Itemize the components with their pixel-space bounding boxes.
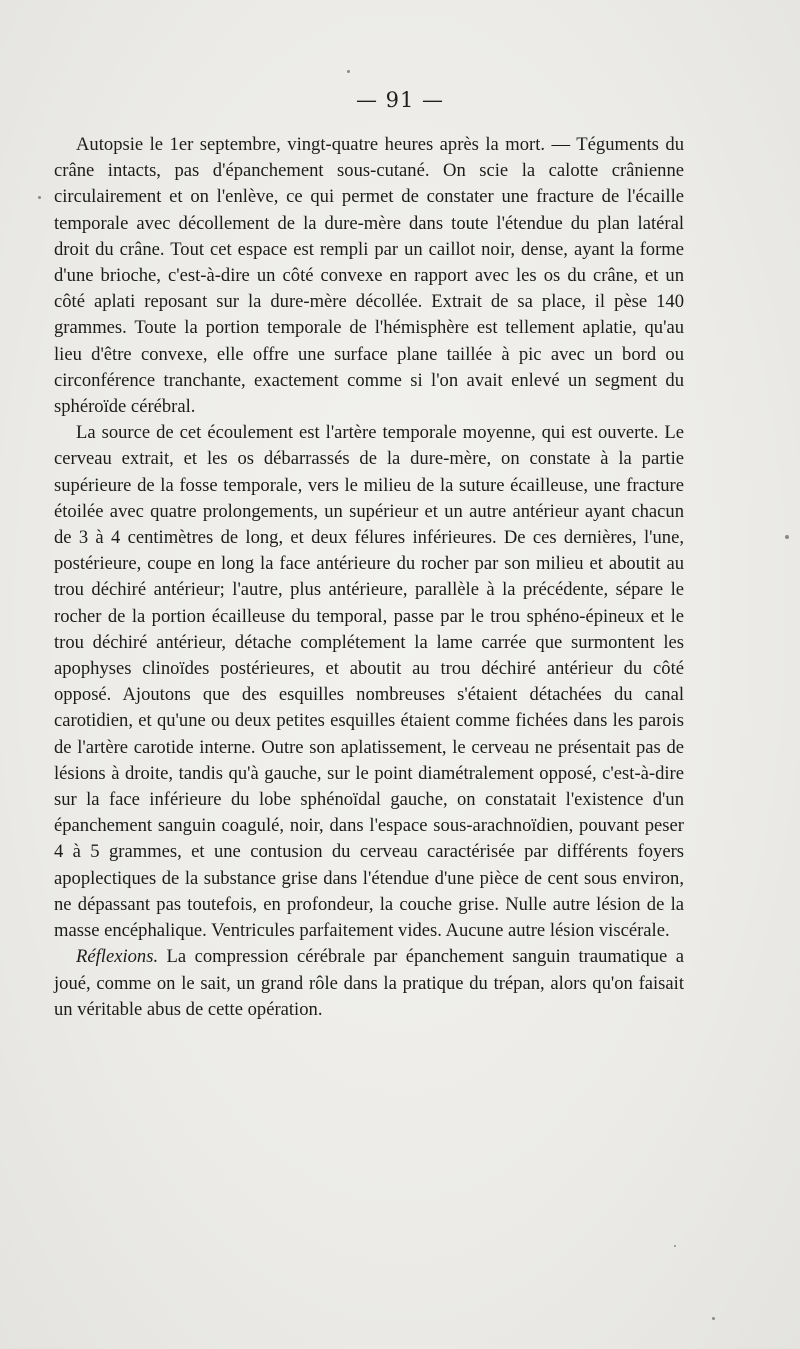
paragraph-autopsy: Autopsie le 1er septembre, vingt-quatre heures après la mort. — Téguments du crâne intacts, pas d'épanchement sous-cutané. On scie la calotte crânienne circulairement et on l'enlève, ce qui permet de constater une fracture de l'écaille temporale avec décollement de la dure-mère dans toute l'étendue du plan latéral droit du crâne. Tout cet espace est rempli par un caillot noir, dense, ayant la forme d'une brioche, c'est-à-dire un côté convexe en rapport avec les os du crâne, et un côté aplati reposant sur la dure-mère décollée. Extrait de sa place, il pèse 140 grammes. Toute la portion temporale de l'hémisphère est tellement aplatie, qu'au lieu d'être convexe, elle offre une surface plane taillée à pic avec un bord ou circonférence tranchante, exactement comme si l'on avait enlevé un segment du sphéroïde cérébral. — [54, 134, 684, 418]
paper-speck — [347, 70, 350, 73]
paragraph-source: La source de cet écoulement est l'artère temporale moyenne, qui est ouverte. Le cerveau extrait, et les os débarrassés de la dure-mère, on constate à la partie supérieure de la fosse temporale, vers le milieu de la suture écailleuse, une fracture étoilée avec quatre prolongements, un supérieur et un autre antérieur ayant chacun de 3 à 4 centimètres de long, et deux félures inférieures. De ces dernières, l'une, postérieure, coupe en long la face antérieure du rocher par son milieu et aboutit au trou déchiré antérieur; l'autre, plus antérieure, parallèle à la précédente, sépare le rocher de la portion écailleuse du temporal, passe par le trou sphéno-épineux et le trou déchiré antérieur, détache complétement la lame carrée que surmontent les apophyses clinoïdes postérieures, et aboutit au trou déchiré antérieur du côté opposé. Ajoutons que des esquilles nombreuses s'étaient détachées du canal carotidien, et qu'une ou deux petites esquilles étaient comme fichées dans les parois de l'artère carotide interne. Outre son aplatissement, le cerveau ne présentait pas de lésions à droite, tandis qu'à gauche, sur le point diamétralement opposé, c'est-à-dire sur la face inférieure du lobe sphénoïdal gauche, on constatait l'existence d'un épanchement sanguin coagulé, noir, dans l'espace sous-arachnoïdien, pouvant peser 4 à 5 grammes, et une contusion du cerveau caractérisée par différents foyers apoplectiques de la substance grise dans l'étendue d'une pièce de cent sous environ, ne dépassant pas toutefois, en profondeur, la couche grise. Nulle autre lésion de la masse encéphalique. Ventricules parfaitement vides. Aucune autre lésion viscérale. — [54, 422, 684, 942]
paper-speck — [785, 535, 789, 539]
body-text — [54, 132, 684, 1023]
paragraph-reflections — [54, 944, 684, 1023]
paper-speck — [38, 196, 41, 199]
paper-speck — [674, 1245, 676, 1247]
paper-speck — [712, 1317, 715, 1320]
page-number: — 91 — — [355, 88, 445, 112]
reflections-text: La compression cérébrale par épanchement sanguin traumatique a joué, comme on le sait, un grand rôle dans la pratique du trépan, alors qu'on faisait un véritable abus de cette opération. — [54, 946, 684, 1020]
reflections-label: Réflexions. — [76, 946, 159, 968]
